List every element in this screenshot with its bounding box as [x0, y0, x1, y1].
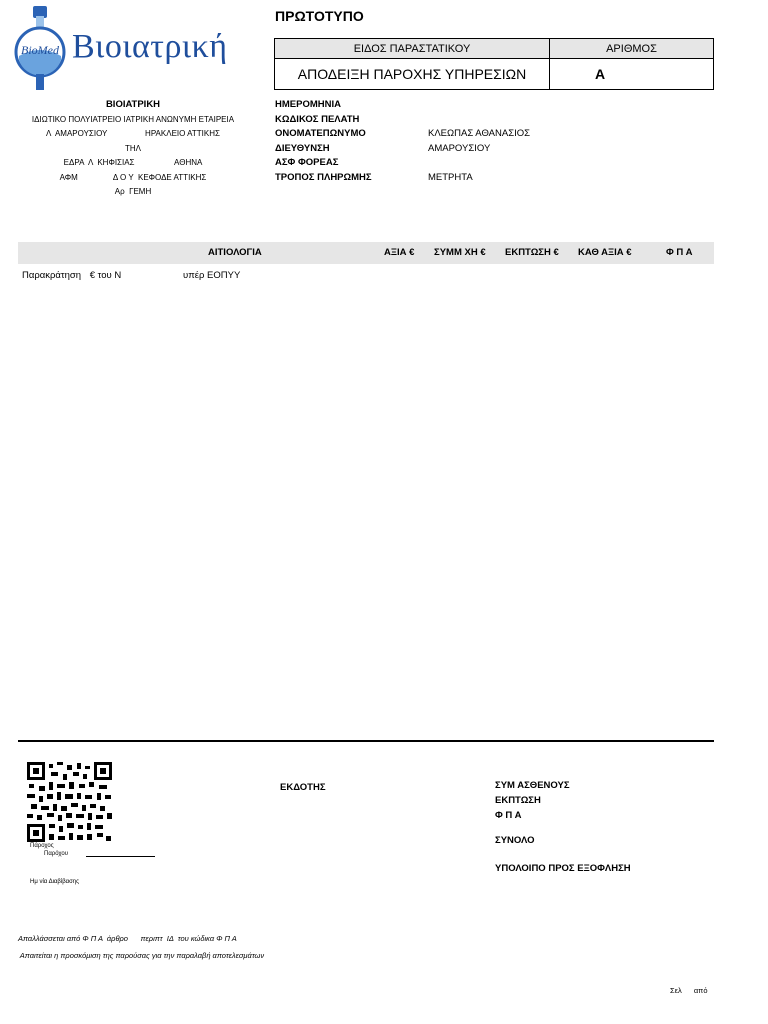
issuer-line: ΑΦΜ Δ Ο Υ ΚΕΦΟΔΕ ΑΤΤΙΚΗΣ	[59, 172, 207, 182]
vat-total-label: Φ Π Α	[495, 810, 522, 821]
date-value	[428, 98, 530, 113]
transmission-date-label: Ημ νία Διαβίβασης	[30, 879, 80, 885]
page-indicator	[670, 986, 708, 995]
issuer-line: ΕΔΡΑ Λ ΚΗΦΙΣΙΑΣ ΑΘΗΝΑ	[63, 158, 203, 167]
date-label: ΗΜΕΡΟΜΗΝΙΑ	[275, 99, 341, 110]
customer-info-values	[428, 98, 530, 185]
row-reason-part: Παρακράτηση	[22, 270, 82, 281]
page-of-label: από	[693, 986, 708, 995]
insurance-fund-label: ΑΣΦ ΦΟΡΕΑΣ	[275, 157, 339, 168]
balance-due-label: ΥΠΟΛΟΙΠΟ ΠΡΟΣ ΕΞΟΦΛΗΣΗ	[495, 863, 631, 874]
col-discount-header: ΕΚΠΤΩΣΗ €	[505, 247, 559, 258]
document-number-header: ΑΡΙΘΜΟΣ	[550, 39, 713, 59]
issuer-line: ΙΔΙΩΤΙΚΟ ΠΟΛΥΙΑΤΡΕΙΟ ΙΑΤΡΙΚΗ ΑΝΩΝΥΜΗ ΕΤΑΙΡΕΙΑ	[31, 114, 235, 124]
document-type-table	[274, 38, 714, 90]
col-net-value-header: ΚΑΘ ΑΞΙΑ €	[578, 247, 632, 258]
document-copy-title: ΠΡΩΤΟΤΥΠΟ	[275, 8, 364, 24]
customer-code-label: ΚΩΔΙΚΟΣ ΠΕΛΑΤΗ	[275, 113, 360, 125]
full-name-value: ΚΛΕΩΠΑΣ ΑΘΑΝΑΣΙΟΣ	[428, 128, 530, 139]
footer-notes	[18, 930, 264, 964]
document-type-header: ΕΙΔΟΣ ΠΑΡΑΣΤΑΤΙΚΟΥ	[275, 39, 550, 59]
document-number-value: Α	[595, 66, 606, 82]
qr-code-icon	[27, 762, 112, 842]
issuer-line: Λ ΑΜΑΡΟΥΣΙΟΥ ΗΡΑΚΛΕΙΟ ΑΤΤΙΚΗΣ	[46, 129, 220, 138]
line-items-header	[18, 242, 714, 264]
provider-signature-line	[86, 856, 155, 857]
patient-contribution-label: ΣΥΜ ΑΣΘΕΝΟΥΣ	[495, 780, 570, 791]
logo-badge-text: BioMed	[21, 43, 59, 57]
col-contribution-header: ΣΥΜΜ ΧΗ €	[434, 247, 486, 258]
brand-name: Βιοιατρική	[72, 28, 228, 65]
payment-method-label: ΤΡΟΠΟΣ ΠΛΗΡΩΜΗΣ	[275, 171, 372, 183]
provider-label: Πάροχος	[30, 843, 54, 849]
discount-total-label: ΕΚΠΤΩΣΗ	[495, 795, 541, 806]
issuer-line: Αρ ΓΕΜΗ	[114, 187, 152, 196]
customer-info-labels	[275, 98, 372, 185]
row-reason-part: € του Ν	[89, 270, 122, 281]
issuer-details	[14, 98, 252, 200]
customer-code-value	[428, 113, 530, 128]
address-label: ΔΙΕΥΘΥΝΣΗ	[275, 142, 330, 154]
vat-exemption-note: Απαλλάσσεται από Φ Π Α άρθρο περιπτ ΙΔ του κώδικα Φ Π Α	[18, 934, 237, 943]
table-row	[22, 270, 241, 281]
col-vat-header: Φ Π Α	[666, 247, 693, 258]
payment-method-value: ΜΕΤΡΗΤΑ	[428, 171, 473, 183]
col-reason-header: ΑΙΤΙΟΛΟΓΙΑ	[208, 247, 262, 258]
results-pickup-note: Απαιτείται η προσκόμιση της παρούσας για την παραλαβή αποτελεσμάτων	[18, 951, 265, 960]
address-value: ΑΜΑΡΟΥΣΙΟΥ	[428, 142, 491, 154]
footer-divider	[18, 740, 714, 742]
issuer-line: ΤΗΛ	[124, 143, 141, 153]
provider-sub-label: Παρόχου	[44, 851, 68, 857]
grand-total-label: ΣΥΝΟΛΟ	[495, 835, 535, 846]
document-type-value: ΑΠΟΔΕΙΞΗ ΠΑΡΟΧΗΣ ΥΠΗΡΕΣΙΩΝ	[275, 59, 550, 89]
issuer-signature-label: ΕΚΔΟΤΗΣ	[280, 782, 326, 793]
page-label: Σελ	[670, 986, 682, 995]
full-name-label: ΟΝΟΜΑΤΕΠΩΝΥΜΟ	[275, 128, 366, 139]
insurance-fund-value	[428, 156, 530, 171]
issuer-name: ΒΙΟΙΑΤΡΙΚΗ	[105, 99, 161, 110]
col-value-header: ΑΞΙΑ €	[384, 247, 415, 258]
row-reason-part: υπέρ ΕΟΠΥΥ	[183, 270, 241, 281]
